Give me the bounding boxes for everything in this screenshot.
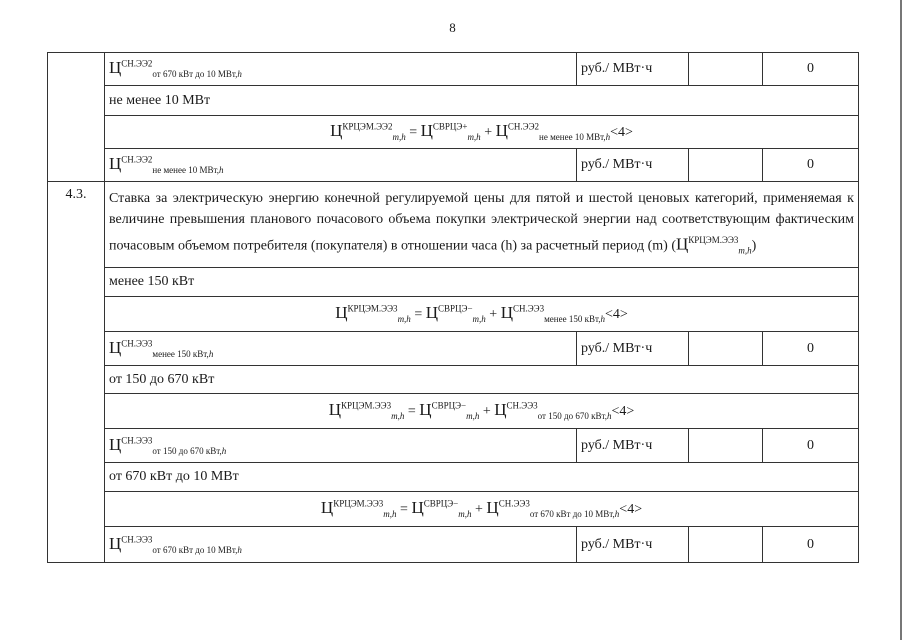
value-cell: 0 xyxy=(763,332,859,366)
note-reference: <4> xyxy=(610,125,633,141)
table-row-section-4-3 xyxy=(48,182,859,268)
table-row-rate-less-150 xyxy=(48,332,859,366)
formula-expression: $Ц^{КРЦЭМ.ЭЭ3}_{m,h} = Ц^{СВРЦЭ-}_{m,h} + Ц^{СН.ЭЭ3}_{от 150 до 670 кВт,h}<4>$ xyxy=(328,400,635,422)
section-description-cell xyxy=(105,182,859,268)
table-row-rate-150-670 xyxy=(48,429,859,463)
empty-cell xyxy=(689,332,763,366)
table-row-header-less-150 xyxy=(48,268,859,297)
rate-label-cell xyxy=(105,149,577,182)
unit-cell: руб./ МВт·ч xyxy=(577,332,689,366)
category-header: от 670 кВт до 10 МВт xyxy=(105,463,859,492)
table-row-rate-670-10-ee3 xyxy=(48,527,859,563)
note-reference: <4> xyxy=(611,404,635,420)
unit-cell: руб./ МВт·ч xyxy=(577,429,689,463)
table-row-formula-ee2 xyxy=(48,116,859,149)
value-cell: 0 xyxy=(763,149,859,182)
formula-cell xyxy=(105,297,859,332)
price-formula-symbol: $Ц^{СН.ЭЭ2}_{не менее 10 МВт,h}$ xyxy=(109,154,224,176)
category-header: не менее 10 МВт xyxy=(105,86,859,116)
formula-expression: $Ц^{КРЦЭМ.ЭЭ3}_{m,h} = Ц^{СВРЦЭ-}_{m,h} + Ц^{СН.ЭЭ3}_{менее 150 кВт,h}<4>$ xyxy=(335,303,628,325)
formula-cell xyxy=(105,394,859,429)
category-header: от 150 до 670 кВт xyxy=(105,366,859,394)
number-cell-blank xyxy=(48,53,105,182)
rate-label-cell xyxy=(105,53,577,86)
rate-label-cell xyxy=(105,429,577,463)
page-number: 8 xyxy=(449,20,456,35)
table-row-header-670-10 xyxy=(48,463,859,492)
formula-cell xyxy=(105,116,859,149)
tariff-table xyxy=(47,52,859,563)
unit-cell: руб./ МВт·ч xyxy=(577,53,689,86)
note-reference: <4> xyxy=(619,502,643,518)
table-row-rate-not-less-10-ee2 xyxy=(48,149,859,182)
unit-cell: руб./ МВт·ч xyxy=(577,527,689,563)
category-header: менее 150 кВт xyxy=(105,268,859,297)
unit-cell: руб./ МВт·ч xyxy=(577,149,689,182)
price-formula-symbol: $Ц^{СН.ЭЭ3}_{от 670 кВт до 10 МВт,h}$ xyxy=(109,533,242,556)
rate-label-cell xyxy=(105,332,577,366)
table-row-header-not-less-10 xyxy=(48,86,859,116)
price-formula-symbol: $Ц^{СН.ЭЭ2}_{от 670 кВт до 10 МВт,h}$ xyxy=(109,58,242,80)
table-row-formula-670-10 xyxy=(48,492,859,527)
table-row-rate-670-10-ee2 xyxy=(48,53,859,86)
price-formula-symbol: $Ц^{СН.ЭЭ3}_{менее 150 кВт,h}$ xyxy=(109,337,214,360)
section-description: Ставка за электрическую энергию конечной регулируемой цены для пятой и шестой ценовых категорий, применяемая к величине превышения планового почасового объема покупки электрической энергии над соответствующим фактическим почасовым объемом потребителя (покупателя) в отношении часа (h) за расчетный период (m) $(Ц^{КРЦЭМ.ЭЭ3}_{m,h})$ xyxy=(109,190,854,256)
formula-cell xyxy=(105,492,859,527)
rate-label-cell xyxy=(105,527,577,563)
table-row-header-150-670 xyxy=(48,366,859,394)
note-reference: <4> xyxy=(605,307,628,323)
table-row-formula-150-670 xyxy=(48,394,859,429)
empty-cell xyxy=(689,149,763,182)
empty-cell xyxy=(689,53,763,86)
value-cell: 0 xyxy=(763,53,859,86)
empty-cell xyxy=(689,429,763,463)
empty-cell xyxy=(689,527,763,563)
formula-expression: $Ц^{КРЦЭМ.ЭЭ2}_{m,h} = Ц^{СВРЦЭ+}_{m,h} + Ц^{СН.ЭЭ2}_{не менее 10 МВт,h}<4>$ xyxy=(330,121,633,143)
section-number: 4.3. xyxy=(48,182,105,563)
table-row-formula-less-150 xyxy=(48,297,859,332)
scan-border xyxy=(900,0,902,640)
value-cell: 0 xyxy=(763,429,859,463)
formula-expression: $Ц^{КРЦЭМ.ЭЭ3}_{m,h} = Ц^{СВРЦЭ-}_{m,h} + Ц^{СН.ЭЭ3}_{от 670 кВт до 10 МВт,h}<4>$ xyxy=(320,498,643,520)
value-cell: 0 xyxy=(763,527,859,563)
price-formula-symbol: $Ц^{СН.ЭЭ3}_{от 150 до 670 кВт,h}$ xyxy=(109,434,227,457)
